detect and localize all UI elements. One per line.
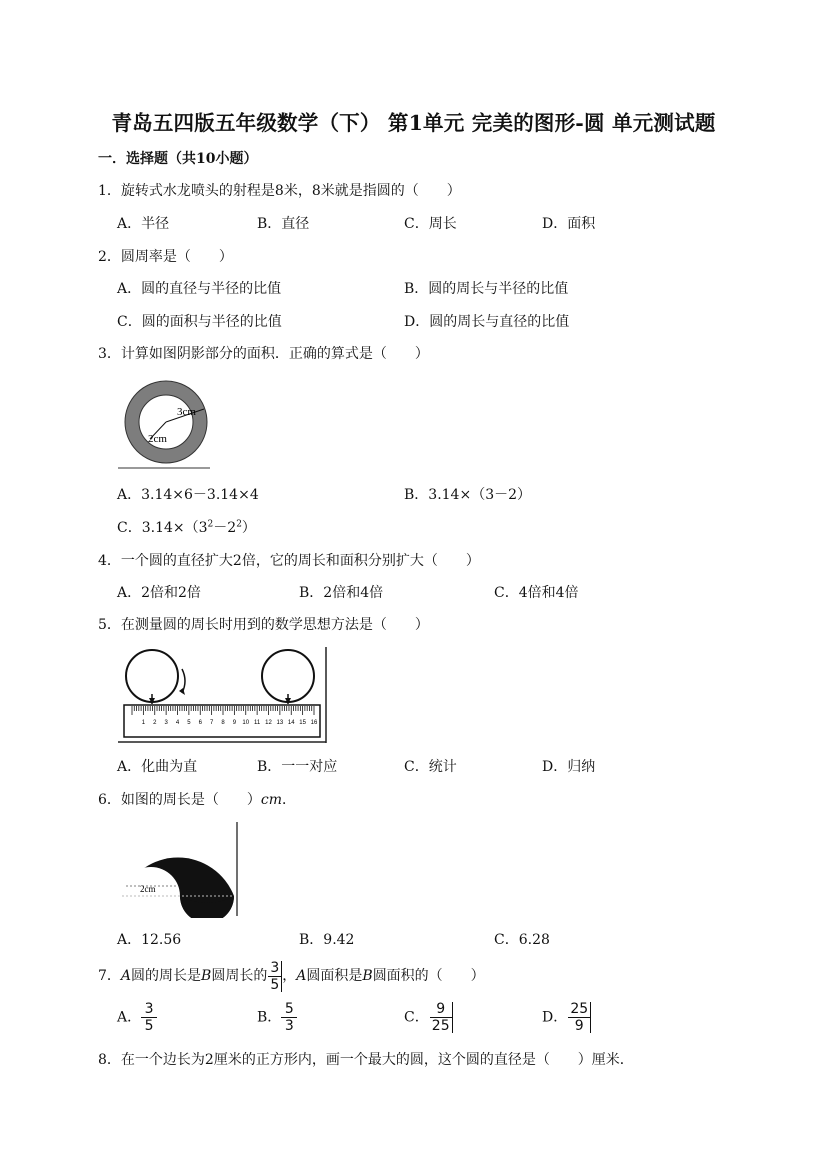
q2-option-b: B．圆的周长与半径的比值 xyxy=(404,281,569,297)
ruler-number: 15 xyxy=(299,720,306,726)
section-heading: 一．选择题（共10小题） xyxy=(98,151,258,167)
ring-figure xyxy=(114,380,214,472)
ruler-number: 3 xyxy=(164,720,168,726)
q5-option-b: B．一一对应 xyxy=(257,759,338,775)
ruler-number: 13 xyxy=(276,720,284,726)
question-4: 4．一个圆的直径扩大2倍，它的周长和面积分别扩大（ ） xyxy=(98,553,480,569)
ruler-number: 11 xyxy=(254,720,261,726)
q7-option-c: C． $\frac{9}{25}$ xyxy=(404,1002,453,1033)
q1-option-d: D．面积 xyxy=(542,216,596,232)
ruler-number: 9 xyxy=(232,720,237,726)
ruler-number: 10 xyxy=(242,720,250,726)
ruler-number: 2 xyxy=(153,720,157,726)
ruler-number: 7 xyxy=(209,720,214,726)
q2-option-a: A．圆的直径与半径的比值 xyxy=(117,281,282,297)
question-6: 6．如图的周长是（ ）cm． xyxy=(98,792,297,808)
q4-option-c: C．4倍和4倍 xyxy=(494,585,579,601)
q6-option-a: A．12.56 xyxy=(117,932,182,948)
q7-option-b: B． $\frac{5}{3}$ xyxy=(257,1002,297,1033)
q1-option-a: A．半径 xyxy=(117,216,170,232)
question-1: 1．旋转式水龙喷头的射程是8米，8米就是指圆的（ ） xyxy=(98,183,461,199)
q4-option-a: A．2倍和2倍 xyxy=(117,585,201,601)
ruler-number: 16 xyxy=(310,720,318,726)
q7-stem-fraction: $\frac{3}{5}$ xyxy=(267,961,282,992)
ruler-number: 8 xyxy=(221,720,225,726)
question-5: 5．在测量圆的周长时用到的数学思想方法是（ ） xyxy=(98,617,429,633)
q5-option-d: D．归纳 xyxy=(542,759,596,775)
question-8: 8．在一个边长为2厘米的正方形内，画一个最大的圆，这个圆的直径是（ ）厘米． xyxy=(98,1052,634,1068)
q1-option-c: C．周长 xyxy=(404,216,457,232)
outer-radius-label: 3cm xyxy=(177,406,196,418)
ruler-number: 5 xyxy=(187,720,191,726)
ruler-circles-figure xyxy=(116,645,328,745)
ruler-number: 1 xyxy=(141,720,146,726)
q4-option-b: B．2倍和4倍 xyxy=(299,585,384,601)
question-7: 7．A圆的周长是B圆周长的 $\frac{3}{5}$ ，A圆面积是B圆面积的（ ） xyxy=(98,959,485,993)
q2-option-c: C．圆的面积与半径的比值 xyxy=(117,314,282,330)
page-title: 青岛五四版五年级数学（下） 第1单元 完美的图形-圆 单元测试题 xyxy=(111,111,716,135)
question-2: 2．圆周率是（ ） xyxy=(98,249,233,265)
q3-option-b: B．3.14×（3－2） xyxy=(404,487,532,503)
radius-label: 2cm xyxy=(140,884,156,894)
ruler-number: 12 xyxy=(265,720,272,726)
q3-option-c: C．$3.14\times(3^2-2^2)$ xyxy=(117,519,256,536)
crescent-figure xyxy=(116,820,242,918)
question-3: 3．计算如图阴影部分的面积．正确的算式是（ ） xyxy=(98,346,429,362)
q5-option-a: A．化曲为直 xyxy=(117,759,198,775)
q7-option-d: D． $\frac{25}{9}$ xyxy=(542,1002,591,1033)
q2-option-d: D．圆的周长与直径的比值 xyxy=(404,314,570,330)
q7-option-a: A． $\frac{3}{5}$ xyxy=(117,1002,157,1033)
q3-option-a: A．3.14×6－3.14×4 xyxy=(117,487,259,503)
ruler-number: 4 xyxy=(175,720,180,726)
q1-option-b: B．直径 xyxy=(257,216,310,232)
ruler-number: 14 xyxy=(287,720,295,726)
q5-option-c: C．统计 xyxy=(404,759,457,775)
q6-option-b: B．9.42 xyxy=(299,932,355,948)
inner-radius-label: 2cm xyxy=(148,433,167,445)
q6-option-c: C．6.28 xyxy=(494,932,550,948)
ruler-number: 6 xyxy=(198,720,202,726)
